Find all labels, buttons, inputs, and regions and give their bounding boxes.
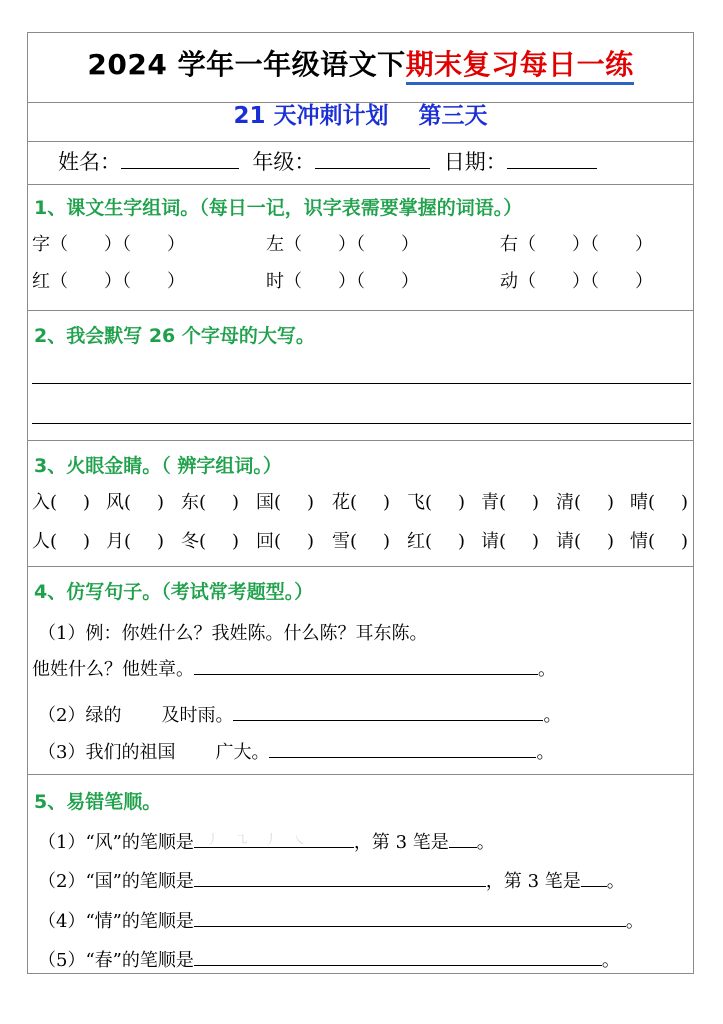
q3-char-item[interactable]: 回( ) [256,531,315,552]
answer-line[interactable] [194,910,626,927]
answer-line[interactable] [194,831,354,848]
name-field[interactable] [121,148,239,169]
answer-line[interactable] [581,870,607,887]
q1-item[interactable]: 动（ ）（ ） [500,271,653,292]
q3-char-item[interactable]: 风( ) [106,492,165,513]
q3-char-item[interactable]: 国( ) [256,492,315,513]
date-label: 日期： [443,150,507,174]
answer-line[interactable] [194,870,486,887]
faint-strokes: 丿 ㇈ 丿 ㇏ [205,833,313,848]
q4-line-2: （2）绿的 及时雨。 。 [38,705,562,726]
subtitle-plan: 21 天冲刺计划 [233,103,389,129]
q3-char-item[interactable]: 清( ) [556,492,615,513]
q4-example: （1）例：你姓什么？我姓陈。什么陈？耳东陈。 [38,623,428,644]
q1-item[interactable]: 右（ ）（ ） [500,234,653,255]
q3-char-item[interactable]: 红( ) [407,531,466,552]
q2-title: 2、我会默写 26 个字母的大写。 [34,325,315,347]
title-red: 期末复习每日一练 [406,48,634,85]
answer-line[interactable] [269,741,536,758]
q3-char-item[interactable]: 东( ) [181,492,240,513]
q5-title: 5、易错笔顺。 [34,791,162,813]
q5-line-3: （4）“情”的笔顺是 。 [38,911,644,932]
page-title [28,43,693,83]
title-row [28,33,693,103]
q5-line-1: （1）“风”的笔顺是 丿 ㇈ 丿 ㇏ ，第 3 笔是 。 [38,828,495,854]
q4-line-1: 他姓什么？他姓章。 。 [32,659,556,680]
q1-item[interactable]: 左（ ）（ ） [266,234,419,255]
name-label: 姓名： [58,150,121,174]
grade-label: 年级： [252,150,316,174]
q3-char-item[interactable]: 请( ) [556,531,615,552]
q3-char-item[interactable]: 情( ) [630,531,689,552]
q1-item[interactable]: 字（ ）（ ） [32,234,185,255]
answer-line[interactable] [233,704,543,721]
q3-char-item[interactable]: 入( ) [32,492,91,513]
answer-line[interactable] [194,658,538,675]
date-field[interactable] [507,148,597,169]
q5-line-2: （2）“国”的笔顺是 ，第 3 笔是 。 [38,871,625,892]
subtitle-day: 第三天 [418,103,488,129]
q1-title: 1、课文生字组词。（每日一记，识字表需要掌握的词语。） [34,197,523,219]
q3-char-item[interactable]: 月( ) [106,531,165,552]
subtitle [28,97,693,130]
q3-char-item[interactable]: 冬( ) [181,531,240,552]
title-black: 2024 学年一年级语文下 [87,48,406,81]
q3-char-item[interactable]: 雪( ) [332,531,391,552]
q3-char-item[interactable]: 青( ) [481,492,540,513]
answer-line[interactable] [194,949,602,966]
letter-writing-line[interactable] [32,423,691,424]
q4-line-3: （3）我们的祖国 广大。 。 [38,742,555,763]
worksheet [27,32,694,974]
q1-item[interactable]: 时（ ）（ ） [266,271,419,292]
q3-char-item[interactable]: 晴( ) [630,492,689,513]
grade-field[interactable] [315,148,430,169]
q1-item[interactable]: 红（ ）（ ） [32,271,185,292]
q5-line-4: （5）“春”的笔顺是 。 [38,950,620,971]
q3-char-item[interactable]: 花( ) [332,492,391,513]
letter-writing-line[interactable] [32,383,691,384]
q3-char-item[interactable]: 请( ) [481,531,540,552]
q3-char-item[interactable]: 人( ) [32,531,91,552]
student-info [58,146,597,176]
q4-title: 4、仿写句子。（考试常考题型。） [34,581,314,603]
answer-line[interactable] [449,831,477,848]
q3-title: 3、火眼金睛。（ 辨字组词。） [34,455,282,477]
q3-char-item[interactable]: 飞( ) [407,492,466,513]
